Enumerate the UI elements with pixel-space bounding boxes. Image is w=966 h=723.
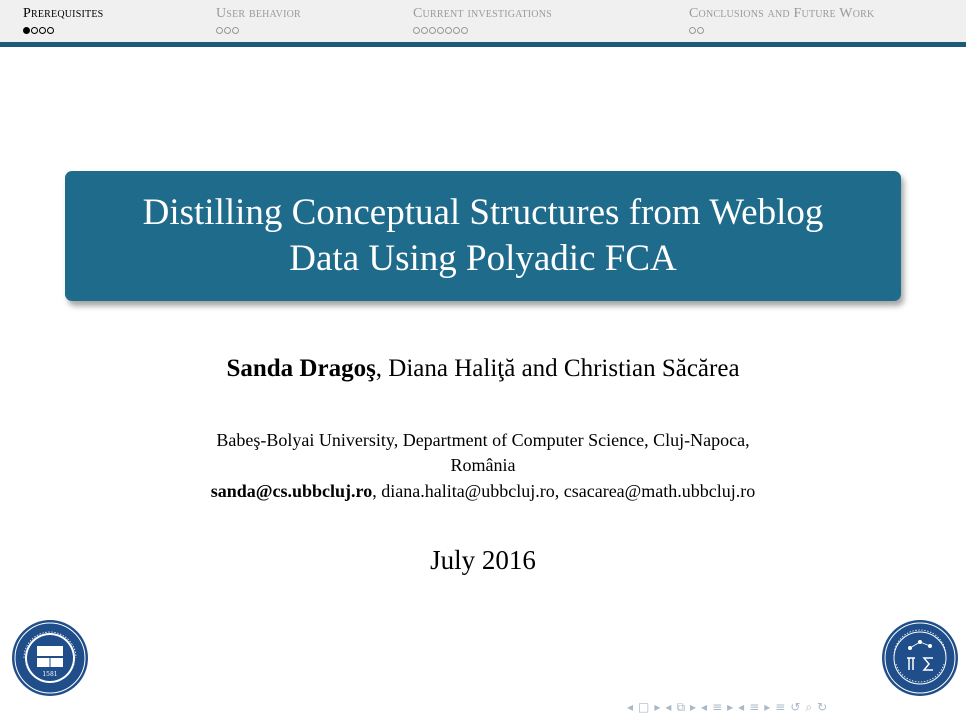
title-line-1: Distilling Conceptual Structures from Weblog bbox=[142, 192, 824, 233]
nav-section-label[interactable]: Conclusions and Future Work bbox=[689, 6, 875, 21]
presentation-title bbox=[83, 190, 883, 282]
frame-icon[interactable]: □ bbox=[638, 700, 650, 714]
nav-section-label[interactable]: User behavior bbox=[216, 6, 301, 21]
prev-subsection-icon[interactable]: ◂ bbox=[665, 700, 672, 714]
slide-dot[interactable] bbox=[429, 27, 436, 34]
nav-section-current-investigations[interactable] bbox=[413, 6, 552, 34]
co-author-emails: , diana.halita@ubbcluj.ro, csacarea@math.ubbcluj.ro bbox=[372, 481, 756, 501]
nav-section-label[interactable]: Prerequisites bbox=[23, 6, 104, 21]
slide-dot[interactable] bbox=[461, 27, 468, 34]
title-line-2: Data Using Polyadic FCA bbox=[289, 238, 677, 279]
nav-section-prerequisites[interactable] bbox=[23, 6, 103, 34]
presenter-email: sanda@cs.ubbcluj.ro bbox=[210, 481, 373, 501]
next-section-icon[interactable]: ▸ bbox=[727, 700, 734, 714]
nav-section-user-behavior[interactable] bbox=[216, 6, 301, 34]
affiliation-line-2: România bbox=[450, 455, 516, 475]
university-seal-icon bbox=[10, 618, 90, 698]
next-frame-icon[interactable]: ▸ bbox=[654, 700, 661, 714]
prev-frame-icon[interactable]: ◂ bbox=[627, 700, 634, 714]
affiliation bbox=[120, 428, 846, 478]
slide-dot[interactable] bbox=[47, 27, 54, 34]
slide-dot[interactable] bbox=[697, 27, 704, 34]
section-icon[interactable]: ≡ bbox=[712, 700, 723, 714]
beamer-navigation-controls bbox=[627, 700, 827, 715]
nav-section-dots bbox=[216, 26, 301, 34]
subsection-icon[interactable]: ⧉ bbox=[676, 700, 686, 714]
align-icon[interactable]: ≡ bbox=[775, 700, 786, 714]
slide-dot[interactable] bbox=[23, 27, 30, 34]
nav-section-dots bbox=[689, 26, 874, 34]
next-part-icon[interactable]: ▸ bbox=[764, 700, 771, 714]
emails-line bbox=[0, 479, 966, 504]
slide-dot[interactable] bbox=[39, 27, 46, 34]
slide-dot[interactable] bbox=[232, 27, 239, 34]
affiliation-line-1: Babeş-Bolyai University, Department of Computer Science, Cluj-Napoca, bbox=[216, 430, 750, 450]
nav-section-dots bbox=[23, 26, 103, 34]
nav-section-label[interactable]: Current investigations bbox=[413, 6, 552, 21]
seal-year: 1581 bbox=[42, 671, 58, 678]
prev-section-icon[interactable]: ◂ bbox=[701, 700, 708, 714]
math-faculty-seal-icon bbox=[880, 618, 960, 698]
slide-dot[interactable] bbox=[689, 27, 696, 34]
slide-dot[interactable] bbox=[413, 27, 420, 34]
header-divider bbox=[0, 42, 966, 47]
section-navigation-bar bbox=[0, 0, 966, 42]
search-icon[interactable]: ⌕ bbox=[805, 700, 813, 714]
next-subsection-icon[interactable]: ▸ bbox=[690, 700, 697, 714]
part-icon[interactable]: ≡ bbox=[749, 700, 760, 714]
slide-dot[interactable] bbox=[453, 27, 460, 34]
co-authors: , Diana Haliţă and Christian Săcărea bbox=[375, 355, 740, 382]
nav-section-dots bbox=[413, 26, 552, 34]
slide-dot[interactable] bbox=[216, 27, 223, 34]
presenter-name: Sanda Dragoş bbox=[226, 355, 376, 382]
slide-dot[interactable] bbox=[224, 27, 231, 34]
authors-line bbox=[0, 353, 966, 385]
title-box bbox=[65, 171, 901, 301]
search-back-icon[interactable]: ↺ bbox=[790, 700, 801, 714]
slide-dot[interactable] bbox=[31, 27, 38, 34]
presentation-date: July 2016 bbox=[430, 545, 536, 575]
slide-dot[interactable] bbox=[437, 27, 444, 34]
prev-part-icon[interactable]: ◂ bbox=[738, 700, 745, 714]
search-forward-icon[interactable]: ↻ bbox=[817, 700, 828, 714]
slide-dot[interactable] bbox=[421, 27, 428, 34]
slide-dot[interactable] bbox=[445, 27, 452, 34]
nav-section-conclusions[interactable] bbox=[689, 6, 874, 34]
